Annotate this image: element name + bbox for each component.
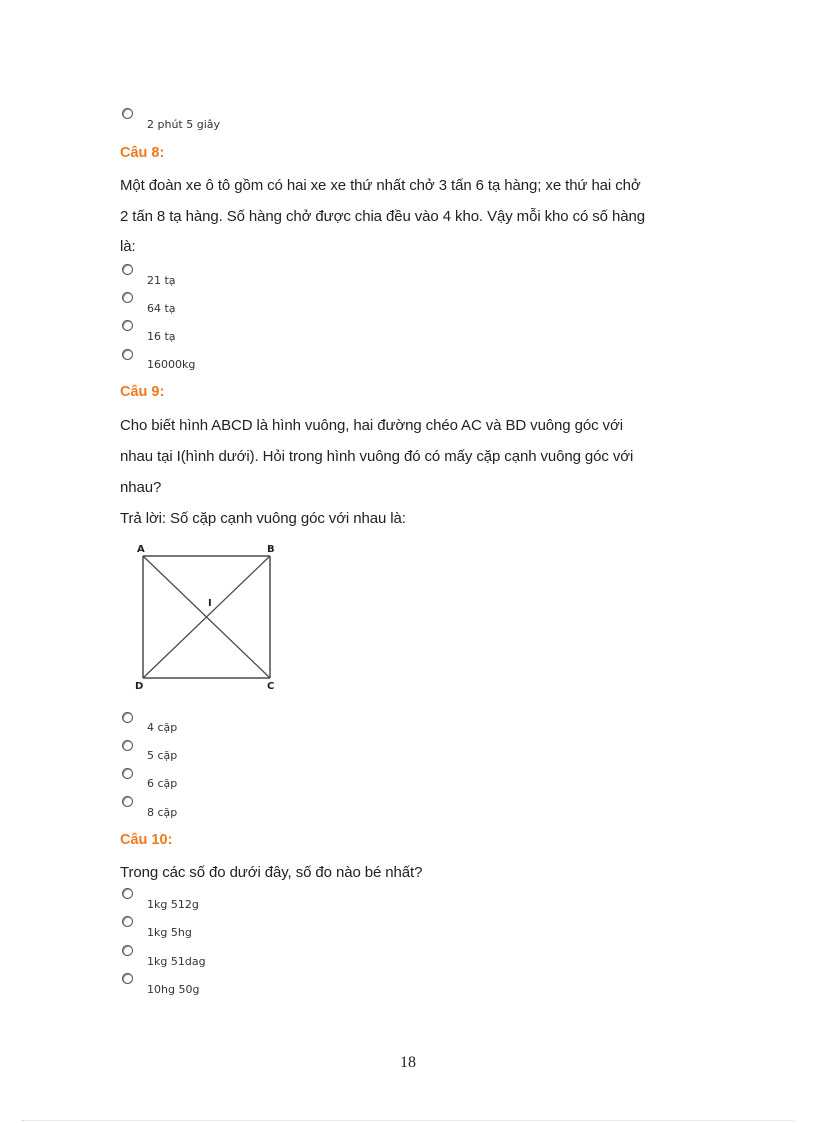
page-number: 18	[400, 1054, 416, 1071]
q10-option-1-label: 1kg 512g	[147, 898, 199, 911]
q7-option-1-label: 2 phút 5 giây	[147, 118, 221, 131]
q10-option-1-radio[interactable]	[122, 888, 133, 899]
q8-option-4-radio[interactable]	[122, 349, 133, 360]
q8-option-3-label: 16 tạ	[147, 330, 176, 343]
q8-option-1-radio[interactable]	[122, 264, 133, 275]
q9-text-line-1: Cho biết hình ABCD là hình vuông, hai đường chéo AC và BD vuông góc với	[120, 417, 623, 434]
q10-title: Câu 10:	[120, 832, 173, 848]
q9-option-2-label: 5 cặp	[147, 749, 178, 762]
center-label-i: I	[208, 598, 212, 609]
q8-option-1-label: 21 tạ	[147, 274, 176, 287]
q8-text-line-2: 2 tấn 8 tạ hàng. Số hàng chở được chia đều vào 4 kho. Vậy mỗi kho có số hàng	[120, 208, 645, 225]
vertex-label-a: A	[137, 544, 145, 555]
q8-text-line-3: là:	[120, 238, 136, 255]
q8-option-4-label: 16000kg	[147, 358, 196, 371]
q8-option-2-label: 64 tạ	[147, 302, 176, 315]
q9-option-1-radio[interactable]	[122, 712, 133, 723]
q10-option-4-label: 10hg 50g	[147, 983, 200, 996]
q10-option-4-radio[interactable]	[122, 973, 133, 984]
q10-option-2-radio[interactable]	[122, 916, 133, 927]
q9-option-3-label: 6 cặp	[147, 777, 178, 790]
q10-text-line-1: Trong các số đo dưới đây, số đo nào bé nhất?	[120, 864, 423, 881]
q9-text-line-3: nhau?	[120, 479, 162, 496]
q9-option-2-radio[interactable]	[122, 740, 133, 751]
square-diagonals-figure	[130, 538, 290, 692]
vertex-label-d: D	[135, 681, 144, 692]
q8-title: Câu 8:	[120, 145, 165, 161]
q9-option-4-radio[interactable]	[122, 796, 133, 807]
q10-option-3-label: 1kg 51dag	[147, 955, 206, 968]
q7-option-1-radio[interactable]	[122, 108, 133, 119]
q9-option-1-label: 4 cặp	[147, 721, 178, 734]
vertex-label-b: B	[267, 544, 275, 555]
q9-option-3-radio[interactable]	[122, 768, 133, 779]
q8-text-line-1: Một đoàn xe ô tô gồm có hai xe xe thứ nhất chở 3 tấn 6 tạ hàng; xe thứ hai chở	[120, 177, 641, 194]
vertex-label-c: C	[267, 681, 275, 692]
q9-title: Câu 9:	[120, 384, 165, 400]
q8-option-3-radio[interactable]	[122, 320, 133, 331]
q9-text-line-4: Trả lời: Số cặp cạnh vuông góc với nhau là:	[120, 510, 406, 527]
q10-option-2-label: 1kg 5hg	[147, 926, 192, 939]
page-bottom-divider	[22, 1120, 794, 1121]
q10-option-3-radio[interactable]	[122, 945, 133, 956]
q9-option-4-label: 8 cặp	[147, 806, 178, 819]
q8-option-2-radio[interactable]	[122, 292, 133, 303]
q9-text-line-2: nhau tại I(hình dưới). Hỏi trong hình vuông đó có mấy cặp cạnh vuông góc với	[120, 448, 634, 465]
